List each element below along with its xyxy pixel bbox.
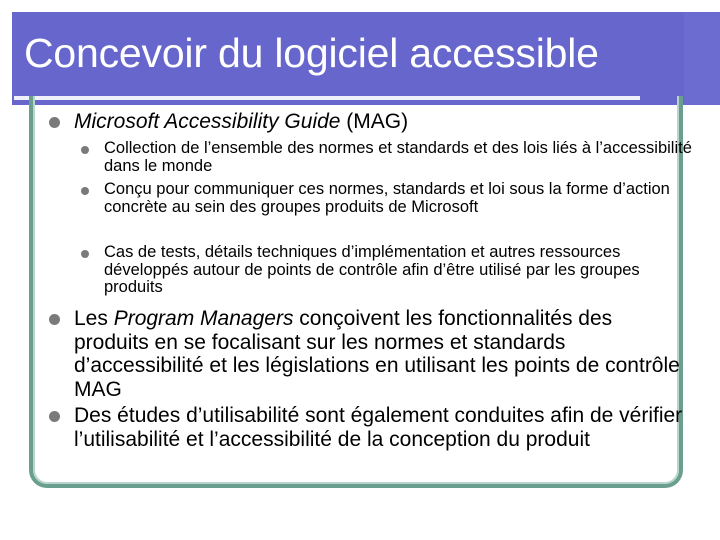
mag-title-rest: (MAG) bbox=[340, 110, 409, 133]
pm-prefix: Les bbox=[74, 307, 114, 330]
mag-title-italic: Microsoft Accessibility Guide bbox=[74, 110, 341, 133]
sub-bullet-dot bbox=[81, 187, 89, 195]
sub-bullet-collection: Collection de l’ensemble des normes et standards et des lois liés à l’accessibilité dans le monde bbox=[104, 139, 692, 175]
title-band-accent bbox=[684, 12, 720, 105]
bullet-usability-studies: Des études d’utilisabilité sont également conduites afin de vérifier l’utilisabilité et l’accessibilité de la conception du produit bbox=[74, 404, 683, 451]
sub-bullet-dot bbox=[81, 146, 89, 154]
slide-title: Concevoir du logiciel accessible bbox=[24, 30, 599, 76]
bullet-dot bbox=[49, 117, 60, 128]
bullet-dot bbox=[49, 411, 60, 422]
pm-italic: Program Managers bbox=[113, 307, 294, 330]
pm-rest: conçoivent les fonctionnalités des produits en se focalisant sur les normes et standards d’accessibilité et les législations en utilisant les points de contrôle MAG bbox=[74, 307, 680, 401]
bullet-program-managers bbox=[74, 307, 684, 401]
sub-bullet-concu: Conçu pour communiquer ces normes, standards et loi sous la forme d’action concrète au sein des groupes produits de Microsoft bbox=[104, 180, 670, 216]
bullet-dot bbox=[49, 314, 60, 325]
sub-bullet-dot bbox=[81, 250, 89, 258]
sub-bullet-cas-de-tests: Cas de tests, détails techniques d’implémentation et autres ressources développés autour de points de contrôle afin d’être utilisé par les groupes produits bbox=[104, 243, 640, 296]
bullet-mag bbox=[74, 110, 684, 134]
